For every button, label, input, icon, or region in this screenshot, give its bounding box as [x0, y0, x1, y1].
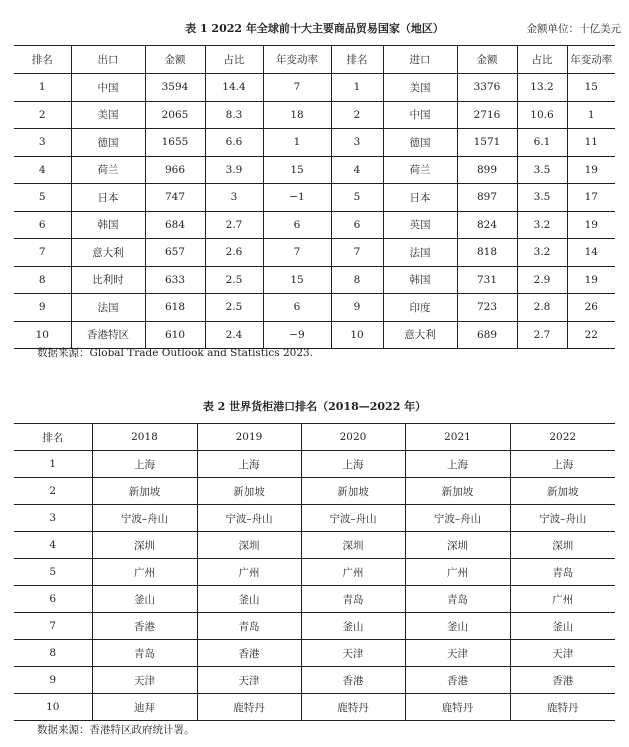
table-cell: −1 [263, 184, 331, 212]
column-header: 进口 [383, 46, 457, 74]
column-header: 年变动率 [567, 46, 615, 74]
table-cell: 2.6 [205, 239, 263, 267]
table1-title: 表 1 2022 年全球前十大主要商品贸易国家（地区） [185, 22, 444, 35]
table-cell: 青岛 [301, 586, 405, 613]
table-cell: 10 [35, 328, 49, 341]
port-table-row [14, 640, 615, 667]
trade-table [14, 45, 615, 349]
table-cell: 5 [49, 566, 57, 578]
table-cell: 7 [331, 239, 383, 267]
table-cell: 新加坡 [510, 478, 615, 505]
table-cell: 天津 [405, 640, 510, 667]
table-cell: 14 [567, 239, 615, 267]
table-cell: 8.3 [205, 101, 263, 129]
table-cell: 899 [457, 156, 517, 184]
table-cell: 618 [145, 294, 205, 322]
table-cell: 天津 [510, 640, 615, 667]
table-cell: 2.9 [517, 266, 567, 294]
table-cell: 英国 [383, 211, 457, 239]
table-cell: 2 [331, 101, 383, 129]
table-cell: 香港特区 [71, 321, 145, 349]
table-cell: 广州 [301, 559, 405, 586]
table-cell: 3.5 [517, 156, 567, 184]
port-ranking-table-body [14, 451, 615, 721]
table-cell: 633 [145, 266, 205, 294]
table-cell: 印度 [383, 294, 457, 322]
column-header: 排名 [31, 54, 53, 66]
port-ranking-table [14, 423, 615, 721]
port-table-row [14, 613, 615, 640]
table-cell: 3 [38, 136, 46, 149]
trade-table-row [14, 74, 615, 102]
column-header: 金额 [457, 46, 517, 74]
table-cell: 深圳 [92, 532, 197, 559]
table-cell: 釜山 [301, 613, 405, 640]
table-cell: 荷兰 [383, 156, 457, 184]
table-cell: 青岛 [510, 559, 615, 586]
table-cell: 6 [263, 294, 331, 322]
table-cell: 香港 [301, 667, 405, 694]
table-cell: 4 [49, 539, 57, 551]
table-cell: 宁波–舟山 [405, 505, 510, 532]
table-cell: 15 [263, 266, 331, 294]
table-cell: 深圳 [301, 532, 405, 559]
table-cell: 深圳 [405, 532, 510, 559]
table-cell: 14.4 [205, 74, 263, 102]
table-cell: 深圳 [510, 532, 615, 559]
table-cell: 19 [567, 156, 615, 184]
table-cell: 青岛 [405, 586, 510, 613]
table-cell: 美国 [383, 74, 457, 102]
table-cell: 7 [38, 246, 46, 259]
table-cell: 747 [145, 184, 205, 212]
table-cell: 新加坡 [405, 478, 510, 505]
port-table-row [14, 505, 615, 532]
table-cell: 8 [49, 647, 57, 659]
table-cell: 19 [567, 266, 615, 294]
table-cell: 鹿特丹 [510, 694, 615, 721]
port-table-row [14, 451, 615, 478]
header-row [14, 424, 615, 451]
table-cell: 26 [567, 294, 615, 322]
table-cell: 香港 [510, 667, 615, 694]
table-cell: 香港 [92, 613, 197, 640]
table-cell: 青岛 [197, 613, 301, 640]
table-cell: 2 [49, 485, 57, 497]
table-cell: 2.7 [517, 321, 567, 349]
table-cell: 上海 [92, 451, 197, 478]
table-cell: 657 [145, 239, 205, 267]
table-cell: 1 [38, 81, 46, 94]
table-cell: 宁波–舟山 [301, 505, 405, 532]
table-cell: 比利时 [71, 266, 145, 294]
table-cell: 9 [331, 294, 383, 322]
table-cell: 5 [331, 184, 383, 212]
table-cell: 香港 [197, 640, 301, 667]
column-header: 2019 [197, 424, 301, 451]
table-cell: 上海 [510, 451, 615, 478]
table-cell: 5 [38, 191, 46, 204]
table-cell: 法国 [71, 294, 145, 322]
column-header: 金额 [145, 46, 205, 74]
table-cell: 6 [331, 211, 383, 239]
table-cell: 966 [145, 156, 205, 184]
trade-table-row [14, 294, 615, 322]
table-cell: 上海 [197, 451, 301, 478]
table-cell: 731 [457, 266, 517, 294]
table-cell: 723 [457, 294, 517, 322]
table-cell: 新加坡 [197, 478, 301, 505]
table-cell: 15 [263, 156, 331, 184]
trade-table-row [14, 211, 615, 239]
table-cell: 广州 [197, 559, 301, 586]
table-cell: 日本 [383, 184, 457, 212]
table-cell: 香港 [405, 667, 510, 694]
table-cell: 上海 [301, 451, 405, 478]
table-cell: 天津 [301, 640, 405, 667]
table-cell: 上海 [405, 451, 510, 478]
trade-table-row [14, 101, 615, 129]
table-cell: 美国 [71, 101, 145, 129]
table-cell: 6 [263, 211, 331, 239]
table-cell: 897 [457, 184, 517, 212]
column-header: 年变动率 [263, 46, 331, 74]
table-cell: 10 [331, 321, 383, 349]
table-cell: 7 [263, 74, 331, 102]
table-cell: 8 [331, 266, 383, 294]
port-table-row [14, 586, 615, 613]
table-cell: 荷兰 [71, 156, 145, 184]
port-ranking-table-header [14, 424, 615, 451]
table-cell: 2.5 [205, 294, 263, 322]
column-header: 出口 [71, 46, 145, 74]
table-cell: 迪拜 [92, 694, 197, 721]
table-cell: 1 [567, 101, 615, 129]
trade-table-row [14, 129, 615, 157]
column-header: 2020 [301, 424, 405, 451]
table-cell: 2 [38, 108, 46, 121]
table-cell: 宁波–舟山 [92, 505, 197, 532]
table-cell: 2065 [145, 101, 205, 129]
table-cell: 鹿特丹 [197, 694, 301, 721]
table-cell: 689 [457, 321, 517, 349]
table-cell: 19 [567, 211, 615, 239]
column-header: 排名 [42, 431, 64, 444]
table1-source: 数据来源：Global Trade Outlook and Statistics 2023. [37, 347, 314, 359]
trade-table-row [14, 239, 615, 267]
table-cell: 22 [567, 321, 615, 349]
table-cell: 8 [38, 273, 46, 286]
column-header: 2018 [92, 424, 197, 451]
table-cell: 7 [49, 620, 57, 632]
trade-table-row [14, 156, 615, 184]
table-cell: 深圳 [197, 532, 301, 559]
table-cell: 2.4 [205, 321, 263, 349]
table-cell: 17 [567, 184, 615, 212]
table1-unit: 金额单位：十亿美元 [526, 23, 621, 35]
table-cell: 天津 [92, 667, 197, 694]
table-cell: 3.2 [517, 211, 567, 239]
table2-source: 数据来源：香港特区政府统计署。 [37, 724, 195, 736]
table-cell: 6 [49, 593, 57, 605]
table-cell: 1 [331, 74, 383, 102]
table-cell: 2.8 [517, 294, 567, 322]
table-cell: 3594 [145, 74, 205, 102]
table-cell: 6.1 [517, 129, 567, 157]
table-cell: 釜山 [92, 586, 197, 613]
table-cell: 新加坡 [92, 478, 197, 505]
table-cell: 3.9 [205, 156, 263, 184]
table-cell: 广州 [510, 586, 615, 613]
table-cell: 3 [331, 129, 383, 157]
column-header: 占比 [517, 46, 567, 74]
table-cell: 684 [145, 211, 205, 239]
column-header: 2021 [405, 424, 510, 451]
table-cell: 15 [567, 74, 615, 102]
trade-table-body [14, 74, 615, 349]
table-cell: 1655 [145, 129, 205, 157]
table-cell: 中国 [71, 74, 145, 102]
table-cell: 日本 [71, 184, 145, 212]
table-cell: 1 [263, 129, 331, 157]
column-header: 2022 [510, 424, 615, 451]
table-cell: 意大利 [71, 239, 145, 267]
table-cell: 3 [205, 184, 263, 212]
table-cell: 意大利 [383, 321, 457, 349]
header-row [14, 46, 615, 74]
table-cell: 6 [38, 218, 46, 231]
table-cell: −9 [263, 321, 331, 349]
table-cell: 1 [49, 458, 57, 470]
port-table-row [14, 667, 615, 694]
table-cell: 6.6 [205, 129, 263, 157]
table-cell: 釜山 [197, 586, 301, 613]
table-cell: 鹿特丹 [301, 694, 405, 721]
table-cell: 2.5 [205, 266, 263, 294]
table-cell: 天津 [197, 667, 301, 694]
table-cell: 10 [46, 701, 60, 713]
table-cell: 广州 [405, 559, 510, 586]
table-cell: 韩国 [383, 266, 457, 294]
table-cell: 釜山 [405, 613, 510, 640]
table-cell: 13.2 [517, 74, 567, 102]
table2-title: 表 2 世界货柜港口排名（2018—2022 年） [202, 400, 427, 413]
table-cell: 1571 [457, 129, 517, 157]
table-cell: 青岛 [92, 640, 197, 667]
table-cell: 新加坡 [301, 478, 405, 505]
column-header: 占比 [205, 46, 263, 74]
column-header: 排名 [331, 46, 383, 74]
table-cell: 824 [457, 211, 517, 239]
table-cell: 3376 [457, 74, 517, 102]
port-table-row [14, 478, 615, 505]
table-cell: 2716 [457, 101, 517, 129]
table-cell: 中国 [383, 101, 457, 129]
trade-table-row [14, 184, 615, 212]
table-cell: 11 [567, 129, 615, 157]
table-cell: 德国 [383, 129, 457, 157]
table-cell: 德国 [71, 129, 145, 157]
table-cell: 3.2 [517, 239, 567, 267]
table-cell: 宁波–舟山 [510, 505, 615, 532]
port-table-row [14, 532, 615, 559]
table-cell: 18 [263, 101, 331, 129]
table-cell: 818 [457, 239, 517, 267]
table-cell: 宁波–舟山 [197, 505, 301, 532]
table-cell: 釜山 [510, 613, 615, 640]
table-cell: 3 [49, 512, 57, 524]
port-table-row [14, 694, 615, 721]
table-cell: 4 [331, 156, 383, 184]
table-cell: 2.7 [205, 211, 263, 239]
table-cell: 9 [49, 674, 57, 686]
table-cell: 韩国 [71, 211, 145, 239]
port-table-row [14, 559, 615, 586]
table-cell: 4 [38, 163, 46, 176]
table-cell: 广州 [92, 559, 197, 586]
table-cell: 鹿特丹 [405, 694, 510, 721]
table-cell: 10.6 [517, 101, 567, 129]
table1-caption [0, 19, 629, 39]
table-cell: 9 [38, 301, 46, 314]
table2-caption [0, 397, 629, 417]
table-cell: 7 [263, 239, 331, 267]
table-cell: 610 [145, 321, 205, 349]
trade-table-row [14, 266, 615, 294]
trade-table-header [14, 46, 615, 74]
table-cell: 3.5 [517, 184, 567, 212]
table-cell: 法国 [383, 239, 457, 267]
